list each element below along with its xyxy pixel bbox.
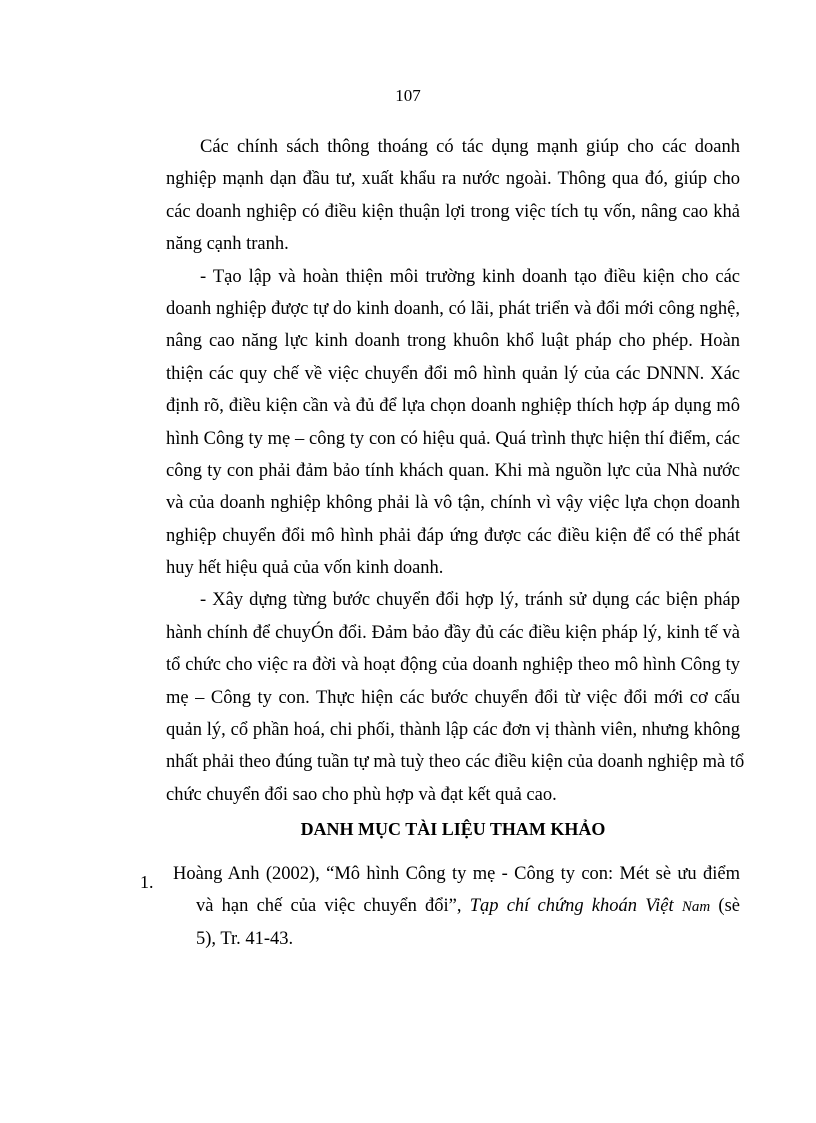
paragraph-2-line: thiện các quy chế về việc chuyển đổi mô hình quản lý của các DNNN. Xác (166, 363, 740, 384)
paragraph-1-line: năng cạnh tranh. (166, 234, 289, 255)
paragraph-3-line: mẹ – Công ty con. Thực hiện các bước chuyển đổi từ việc đổi mới cơ cấu (166, 687, 740, 708)
paragraph-2-line: và của doanh nghiệp không phải là vô tận, chính vì vậy việc lựa chọn doanh (166, 493, 740, 514)
paragraph-2-line: công ty con phải đảm bảo tính khách quan. Khi mà nguồn lực của Nhà nước (166, 460, 740, 481)
reference-issue-start: (sè (710, 896, 740, 917)
body-text (166, 131, 745, 811)
paragraph-3-line: tổ chức cho việc ra đời và hoạt động của doanh nghiệp theo mô hình Công ty (166, 655, 740, 676)
reference-journal-title-end: Nam (681, 899, 711, 916)
paragraph-1-line: Các chính sách thông thoáng có tác dụng mạnh giúp cho các doanh (200, 137, 740, 157)
paragraph-2-line: hình Công ty mẹ – công ty con có hiệu quả. Quá trình thực hiện thí điểm, các (166, 428, 740, 449)
paragraph-2-line: nghiệp chuyển đổi mô hình phải đáp ứng được các điều kiện để có thể phát (166, 525, 740, 546)
paragraph-3-line: quản lý, cổ phần hoá, chi phối, thành lập các đơn vị thành viên, nhưng không (166, 720, 740, 741)
paragraph-2-line: định rõ, điều kiện cần và đủ để lựa chọn doanh nghiệp thích hợp áp dụng mô (166, 396, 740, 417)
paragraph-2-line: doanh nghiệp được tự do kinh doanh, có lãi, phát triển và đổi mới công nghệ, (166, 298, 740, 319)
paragraph-2-line: nâng cao năng lực kinh doanh trong khuôn khổ luật pháp cho phép. Hoàn (166, 331, 740, 352)
paragraph-3-line: - Xây dựng từng bước chuyển đổi hợp lý, tránh sử dụng các biện pháp (200, 590, 740, 611)
reference-body (173, 858, 740, 955)
reference-journal-title: Tạp chí chứng khoán Việt (469, 896, 682, 917)
paragraph-1-line: nghiệp mạnh dạn đầu tư, xuất khẩu ra nước ngoài. Thông qua đó, giúp cho (166, 169, 740, 190)
reference-line-3: 5), Tr. 41-43. (196, 928, 294, 949)
reference-plain-text: và hạn chế của việc chuyển đổi”, (196, 896, 470, 917)
reference-line-2 (196, 890, 740, 922)
references-heading: DANH MỤC TÀI LIỆU THAM KHẢO (300, 819, 606, 839)
page-number: 107 (395, 86, 421, 105)
reference-line-1: Hoàng Anh (2002), “Mô hình Công ty mẹ - Công ty con: Mét sè ưu điểm (173, 864, 740, 884)
reference-number: 1. (140, 872, 154, 892)
paragraph-3-line: nhất phải theo đúng tuần tự mà tuỳ theo các điều kiện của doanh nghiệp mà tổ (166, 752, 745, 773)
paragraph-2-line: huy hết hiệu quả của vốn kinh doanh. (166, 558, 444, 579)
paragraph-3-line: hành chính để chuyÓn đổi. Đảm bảo đầy đủ các điều kiện pháp lý, kinh tế và (166, 622, 740, 643)
paragraph-1-line: các doanh nghiệp có điều kiện thuận lợi trong việc tích tụ vốn, nâng cao khả (166, 201, 740, 222)
paragraph-3-line: chức chuyển đổi sao cho phù hợp và đạt kết quả cao. (166, 784, 557, 805)
paragraph-2-line: - Tạo lập và hoàn thiện môi trường kinh doanh tạo điều kiện cho các (200, 266, 740, 287)
